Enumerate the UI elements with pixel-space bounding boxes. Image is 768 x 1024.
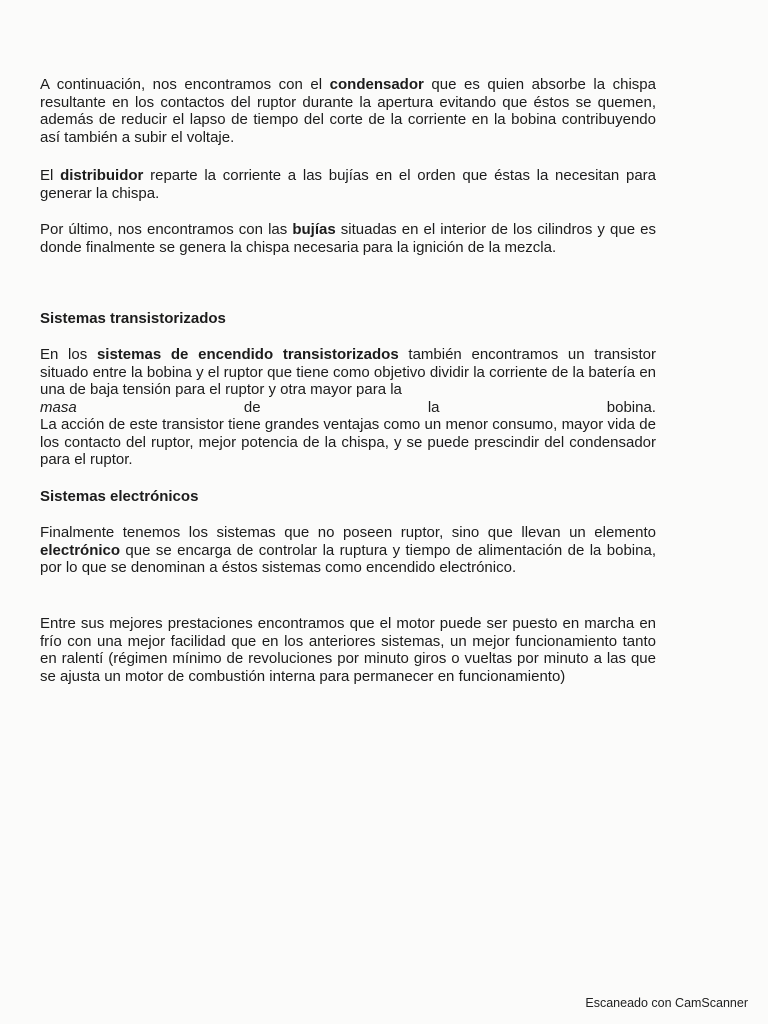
word-de: de: [243, 398, 261, 416]
paragraph-bujias: [40, 221, 656, 256]
paragraph-transistorizados: [40, 346, 656, 469]
word-la: la: [427, 398, 440, 416]
word-bobina: bobina.: [606, 398, 656, 416]
text-span: que es quien absorbe la chispa resultante en los contactos del ruptor durante la apertura evitando que éstos se quemen, además de reducir el lapso de tiempo del corte de la corriente en la bobina contribuyendo así también a subir el voltaje.: [40, 76, 656, 146]
bold-term-distribuidor: distribuidor: [60, 167, 144, 184]
text-span: A continuación, nos encontramos con el: [40, 76, 330, 93]
paragraph-distribuidor: [40, 167, 656, 202]
camscanner-watermark: Escaneado con CamScanner: [585, 996, 748, 1010]
paragraph-electronicos: [40, 524, 656, 577]
text-span: Por último, nos encontramos con las: [40, 221, 293, 238]
word-masa: masa: [40, 398, 77, 416]
text-span: Finalmente tenemos los sistemas que no poseen ruptor, sino que llevan un elemento: [40, 524, 656, 541]
bold-term-condensador: condensador: [329, 76, 424, 93]
text-span: que se encarga de controlar la ruptura y tiempo de alimentación de la bobina, por lo que se denominan a éstos sistemas como encendido electrónico.: [40, 541, 656, 576]
bold-term-transistorizados: sistemas de encendido transistorizados: [96, 346, 399, 363]
justified-line: [40, 399, 656, 417]
bold-term-electronico: electrónico: [40, 541, 121, 559]
text-span: reparte la corriente a las bujías en el orden que éstas la necesitan para generar la chispa.: [40, 167, 656, 202]
bold-term-bujias: bujías: [292, 221, 336, 238]
text-span: El: [40, 167, 61, 184]
heading-sistemas-electronicos: Sistemas electrónicos: [40, 488, 199, 505]
heading-sistemas-transistorizados: Sistemas transistorizados: [40, 310, 226, 327]
paragraph-condensador: [40, 76, 656, 146]
text-span: En los: [40, 346, 97, 363]
text-span: también encontramos un transistor situado entre la bobina y el ruptor que tiene como objetivo dividir la corriente de la batería en una de baja tensión para el ruptor y otra mayor para la: [40, 346, 656, 398]
text-span: La acción de este transistor tiene grandes ventajas como un menor consumo, mayor vida de los contacto del ruptor, mejor potencia de la chispa, y se puede prescindir del condensador para el ruptor.: [40, 416, 656, 468]
text-span: situadas en el interior de los cilindros y que es donde finalmente se genera la chispa necesaria para la ignición de la mezcla.: [40, 221, 656, 256]
paragraph-prestaciones: Entre sus mejores prestaciones encontramos que el motor puede ser puesto en marcha en frío con una mejor facilidad que en los anteriores sistemas, un mejor funcionamiento tanto en ralentí (régimen mínimo de revoluciones por minuto giros o vueltas por minuto a las que se ajusta un motor de combustión interna para permanecer en funcionamiento): [40, 615, 656, 685]
